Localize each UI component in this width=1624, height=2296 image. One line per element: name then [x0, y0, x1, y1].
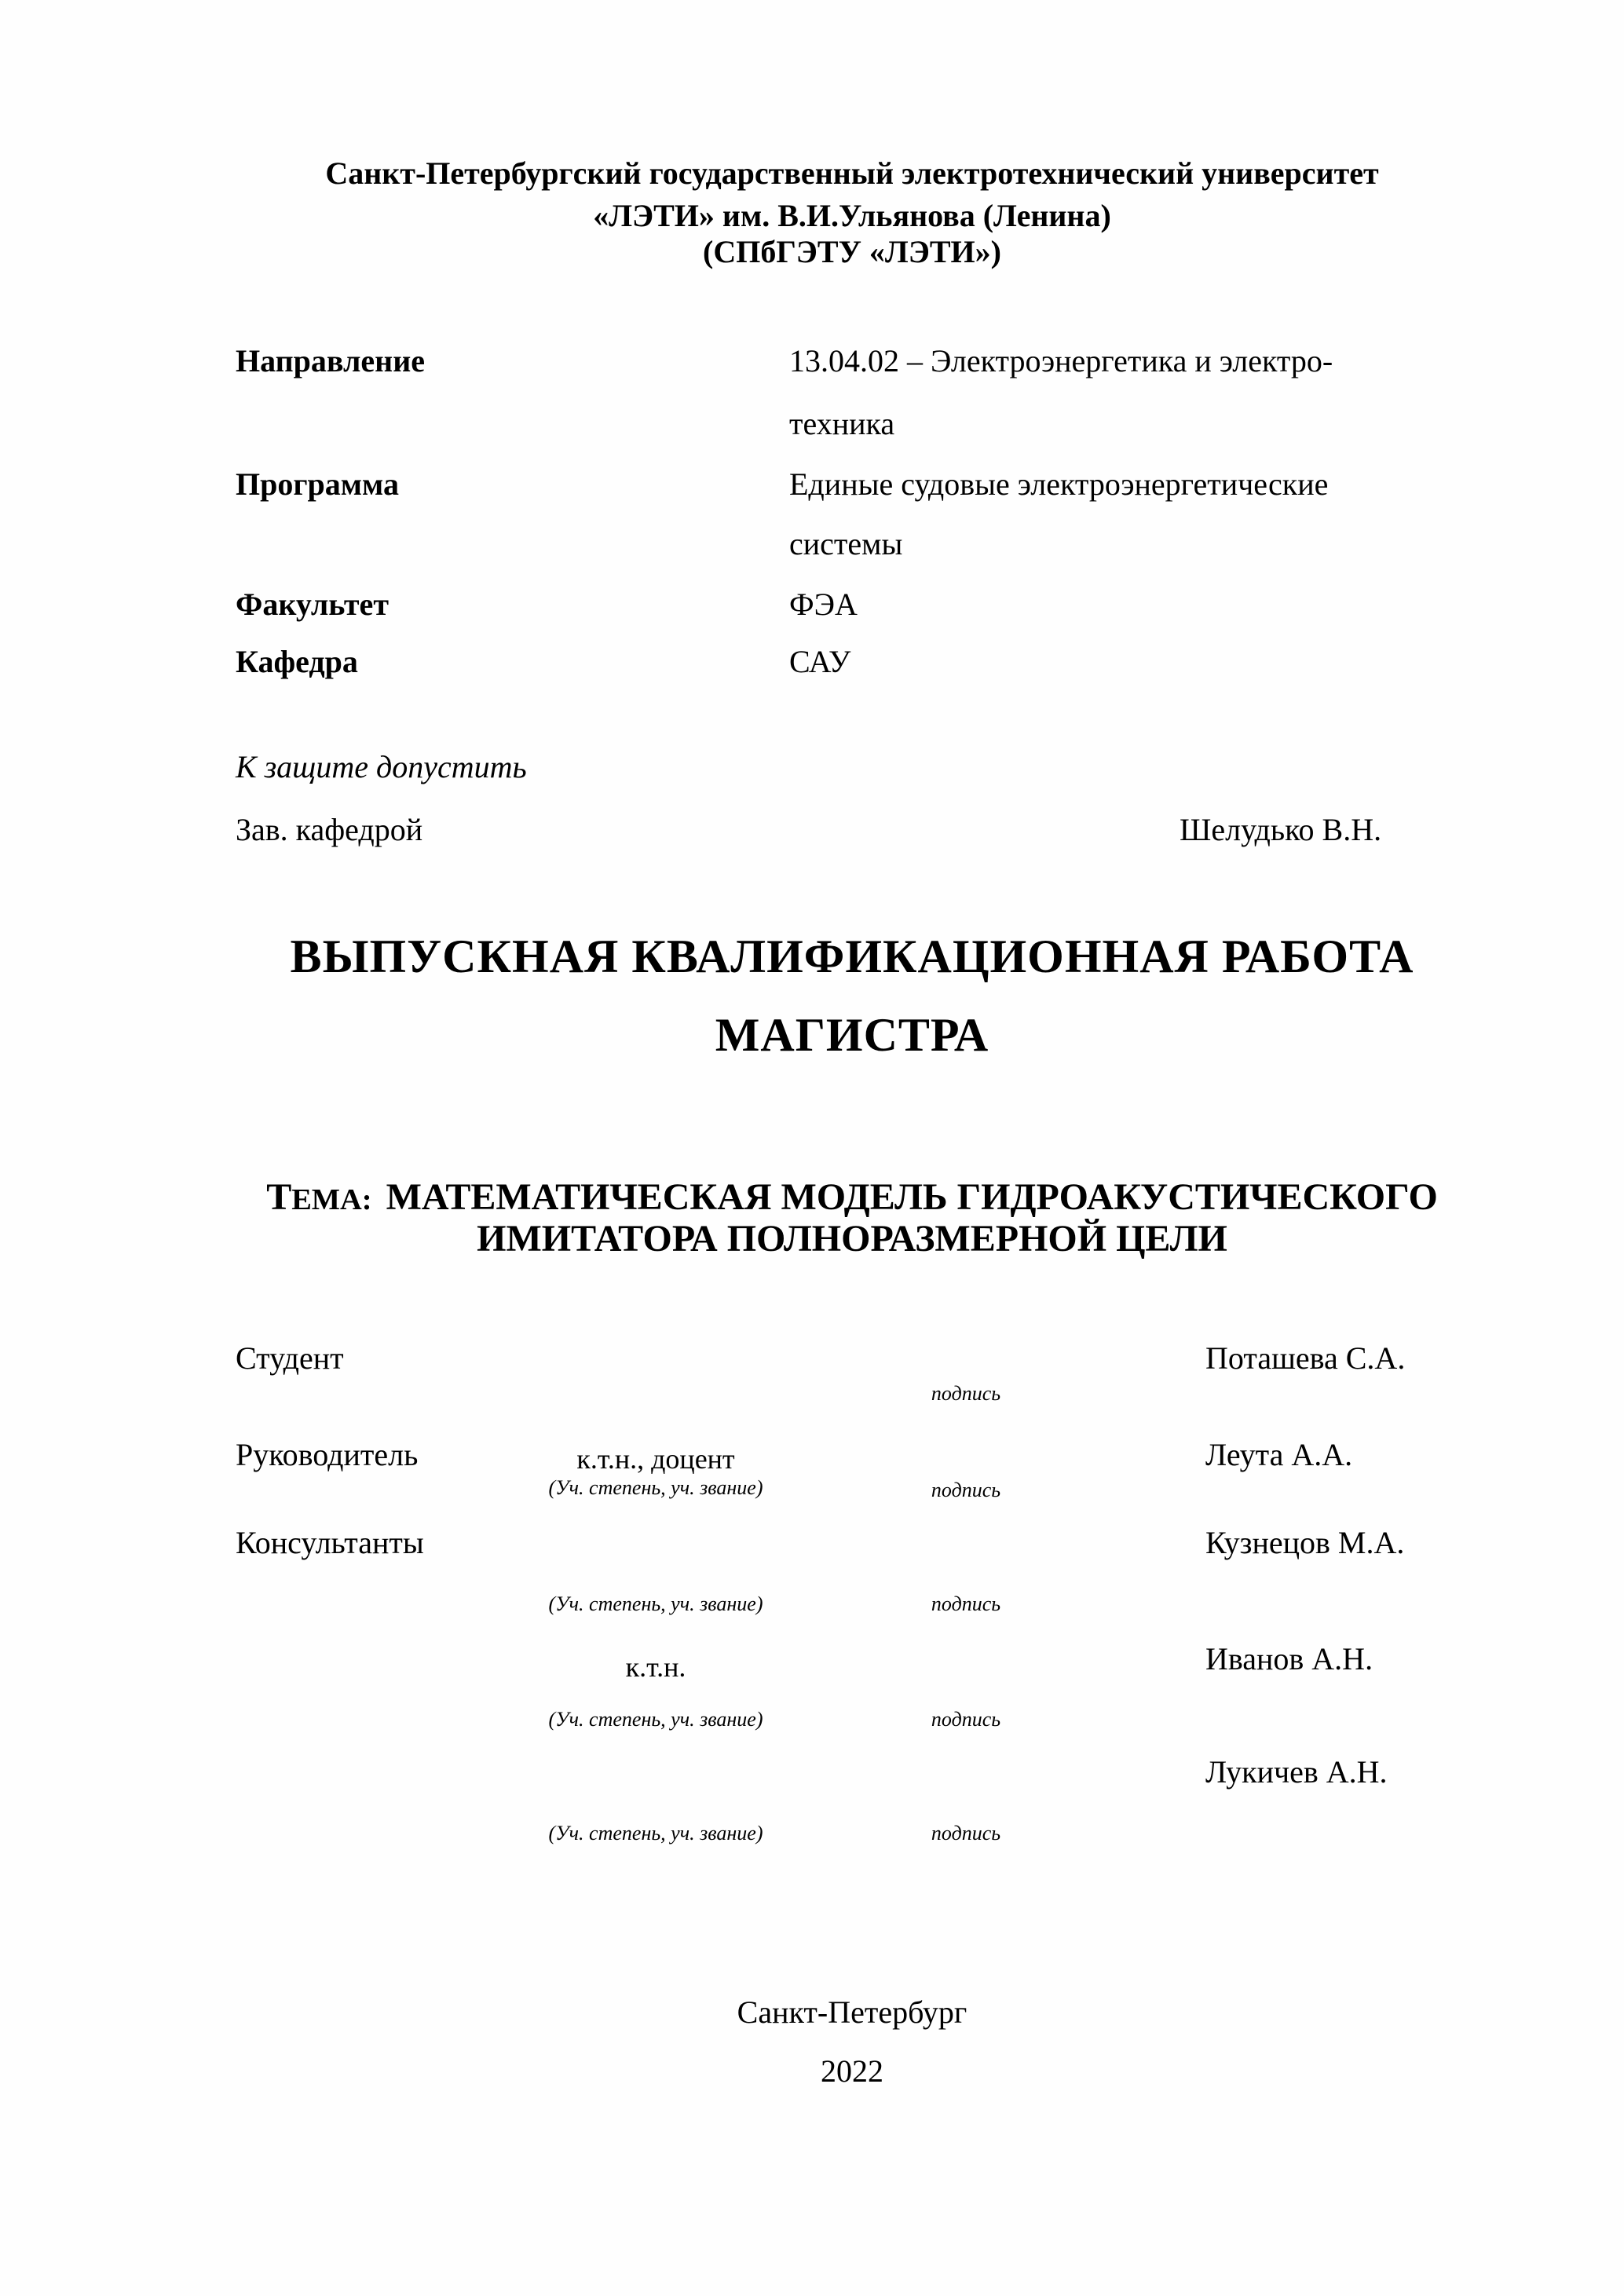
program-value-line1: Единые судовые электроэнергетические: [789, 466, 1329, 502]
degree-caption-4: (Уч. степень, уч. звание): [548, 1822, 763, 1844]
signature-name-consultant-1: Кузнецов М.А.: [1205, 1525, 1405, 1560]
theme-title-part1: МАТЕМАТИЧЕСКАЯ МОДЕЛЬ ГИДРОАКУСТИЧЕСКОГО: [386, 1176, 1438, 1218]
signature-name-supervisor: Леута А.А.: [1205, 1437, 1353, 1472]
degree-caption-3: (Уч. степень, уч. звание): [548, 1708, 763, 1731]
admission-permit-line: К защите допустить: [236, 749, 527, 784]
theme-line1: [236, 1176, 1469, 1218]
signature-caption-4: подпись: [931, 1708, 1001, 1731]
signature-name-consultant-3: Лукичев А.Н.: [1205, 1754, 1388, 1790]
signature-name-consultant-2: Иванов А.Н.: [1205, 1641, 1373, 1676]
degree-caption-2: (Уч. степень, уч. звание): [548, 1592, 763, 1615]
department-value: САУ: [789, 644, 851, 679]
theme-label-rest: ЕМА:: [291, 1183, 372, 1216]
university-name-line2: «ЛЭТИ» им. В.И.Ульянова (Ленина): [593, 198, 1111, 233]
faculty-value: ФЭА: [789, 587, 858, 622]
consultant-2-credential: к.т.н.: [625, 1651, 686, 1683]
direction-value-line2: техника: [789, 406, 895, 441]
program-value-line2: системы: [789, 526, 903, 561]
work-title-line1: ВЫПУСКНАЯ КВАЛИФИКАЦИОННАЯ РАБОТА: [290, 930, 1414, 982]
signature-caption-1: подпись: [931, 1382, 1001, 1405]
signature-role-supervisor: Руководитель: [236, 1437, 419, 1472]
direction-value-line1: 13.04.02 – Электроэнергетика и электро-: [789, 343, 1333, 378]
signature-caption-3: подпись: [931, 1592, 1001, 1615]
university-name-line1: Санкт-Петербургский государственный электротехнический университет: [325, 155, 1379, 191]
signature-name-student: Поташева С.А.: [1205, 1340, 1406, 1376]
university-abbreviation: (СПбГЭТУ «ЛЭТИ»): [703, 234, 1001, 269]
faculty-label: Факультет: [236, 587, 389, 622]
department-label: Кафедра: [236, 644, 358, 679]
footer-year: 2022: [821, 2053, 883, 2089]
work-title-line2: МАГИСТРА: [715, 1009, 989, 1061]
signature-role-consultants: Консультанты: [236, 1525, 424, 1560]
degree-caption-1: (Уч. степень, уч. звание): [548, 1476, 763, 1499]
direction-label: Направление: [236, 343, 425, 378]
department-head-name: Шелудько В.Н.: [1180, 812, 1382, 847]
footer-city: Санкт-Петербург: [737, 1994, 967, 2030]
supervisor-credential: к.т.н., доцент: [576, 1443, 735, 1475]
theme-label-cap: Т: [266, 1176, 292, 1218]
signature-role-student: Студент: [236, 1340, 344, 1376]
theme-line2: ИМИТАТОРА ПОЛНОРАЗМЕРНОЙ ЦЕЛИ: [477, 1218, 1227, 1260]
signature-caption-2: подпись: [931, 1479, 1001, 1501]
program-label: Программа: [236, 466, 399, 502]
department-head-label: Зав. кафедрой: [236, 812, 423, 847]
signature-caption-5: подпись: [931, 1822, 1001, 1844]
